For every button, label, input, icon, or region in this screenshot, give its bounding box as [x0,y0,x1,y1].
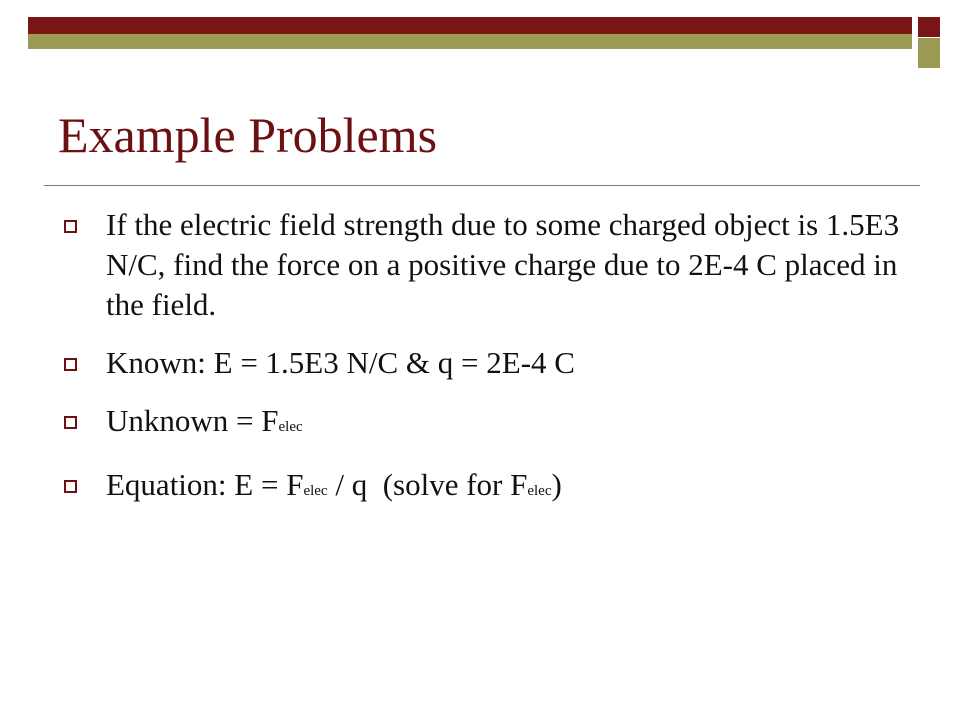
subscript: elec [278,419,303,435]
subscript: elec [303,483,328,499]
corner-accent-red [918,17,940,37]
bullet-text [106,467,562,502]
bullet-item-problem [60,205,900,325]
hollow-square-bullet-icon [64,480,77,493]
bullet-item-unknown [60,401,900,447]
bullet-item-equation [60,465,900,511]
hollow-square-bullet-icon [64,416,77,429]
bullet-text: If the electric field strength due to some charged object is 1.5E3 N/C, find the force on a positive charge due to 2E-4 C placed in the field. [106,207,900,322]
text-run: Equation: E = F [106,467,304,502]
text-run: Unknown = F [106,403,279,438]
title-divider [44,185,920,186]
bullet-text: Known: E = 1.5E3 N/C & q = 2E-4 C [106,345,575,380]
text-run: / q (solve for F [327,467,528,502]
hollow-square-bullet-icon [64,358,77,371]
top-bar-olive-band [28,34,912,49]
slide-title: Example Problems [58,107,438,163]
top-bar-red-band [28,17,912,34]
bullet-text [106,403,303,438]
bullet-list [60,205,900,529]
bullet-item-known [60,343,900,383]
corner-accent-olive [918,38,940,68]
top-decorative-bar [28,17,912,49]
text-run: ) [551,467,562,502]
subscript: elec [527,483,552,499]
hollow-square-bullet-icon [64,220,77,233]
